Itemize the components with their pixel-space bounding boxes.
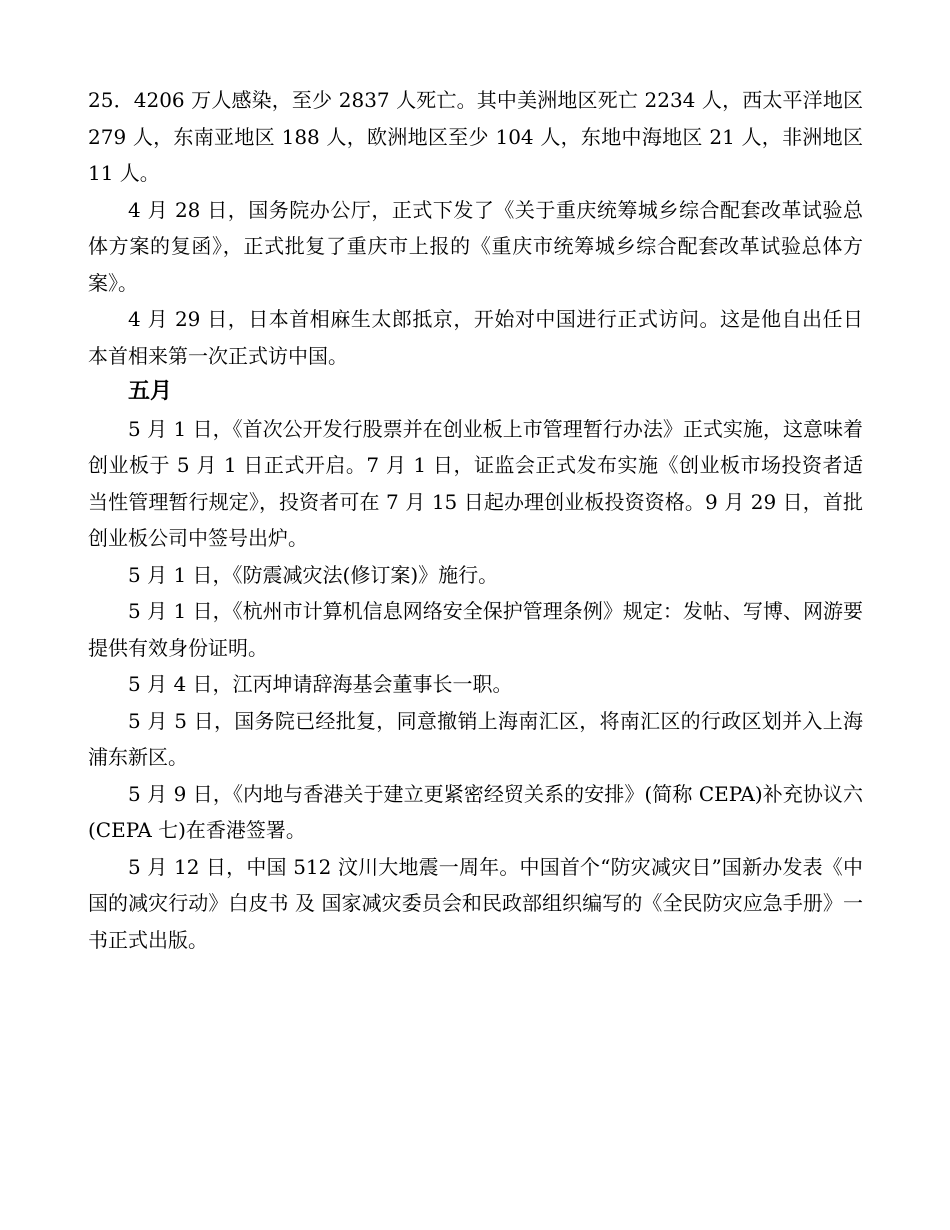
paragraph: 4 月 29 日，日本首相麻生太郎抵京，开始对中国进行正式访问。这是他自出任日本首相来第一次正式访中国。	[88, 307, 863, 368]
paragraph: 25．4206 万人感染，至少 2837 人死亡。其中美洲地区死亡 2234 人，西太平洋地区 279 人，东南亚地区 188 人，欧洲地区至少 104 人，东地中海地区 21 人，非洲地区 11 人。	[88, 88, 863, 185]
paragraph: 5 月 1 日，《首次公开发行股票并在创业板上市管理暂行办法》正式实施，这意味着创业板于 5 月 1 日正式开启。7 月 1 日，证监会正式发布实施《创业板市场投资者适当性管理暂行规定》，投资者可在 7 月 15 日起办理创业板投资资格。9 月 29 日，首批创业板公司中签号出炉。	[88, 416, 863, 550]
paragraph: 5 月 1 日，《杭州市计算机信息网络安全保护管理条例》规定：发帖、写博、网游要提供有效身份证明。	[88, 599, 863, 660]
paragraph: 5 月 1 日，《防震减灾法(修订案)》施行。	[128, 562, 499, 587]
paragraph: 4 月 28 日，国务院办公厅，正式下发了《关于重庆统筹城乡综合配套改革试验总体方案的复函》，正式批复了重庆市上报的《重庆市统筹城乡综合配套改革试验总体方案》。	[88, 197, 863, 295]
document-body	[88, 82, 863, 958]
paragraph: 5 月 12 日，中国 512 汶川大地震一周年。中国首个“防灾减灾日”国新办发表《中国的减灾行动》白皮书 及 国家减灾委员会和民政部组织编写的《全民防灾应急手册》一书正式出版。	[88, 854, 863, 952]
paragraph: 5 月 5 日，国务院已经批复，同意撤销上海南汇区，将南汇区的行政区划并入上海浦东新区。	[88, 708, 863, 769]
paragraph: 5 月 4 日，江丙坤请辞海基会董事长一职。	[128, 672, 513, 696]
paragraph: 5 月 9 日，《内地与香港关于建立更紧密经贸关系的安排》(简称 CEPA)补充协议六(CEPA 七)在香港签署。	[88, 781, 863, 842]
section-heading: 五月	[128, 379, 173, 404]
